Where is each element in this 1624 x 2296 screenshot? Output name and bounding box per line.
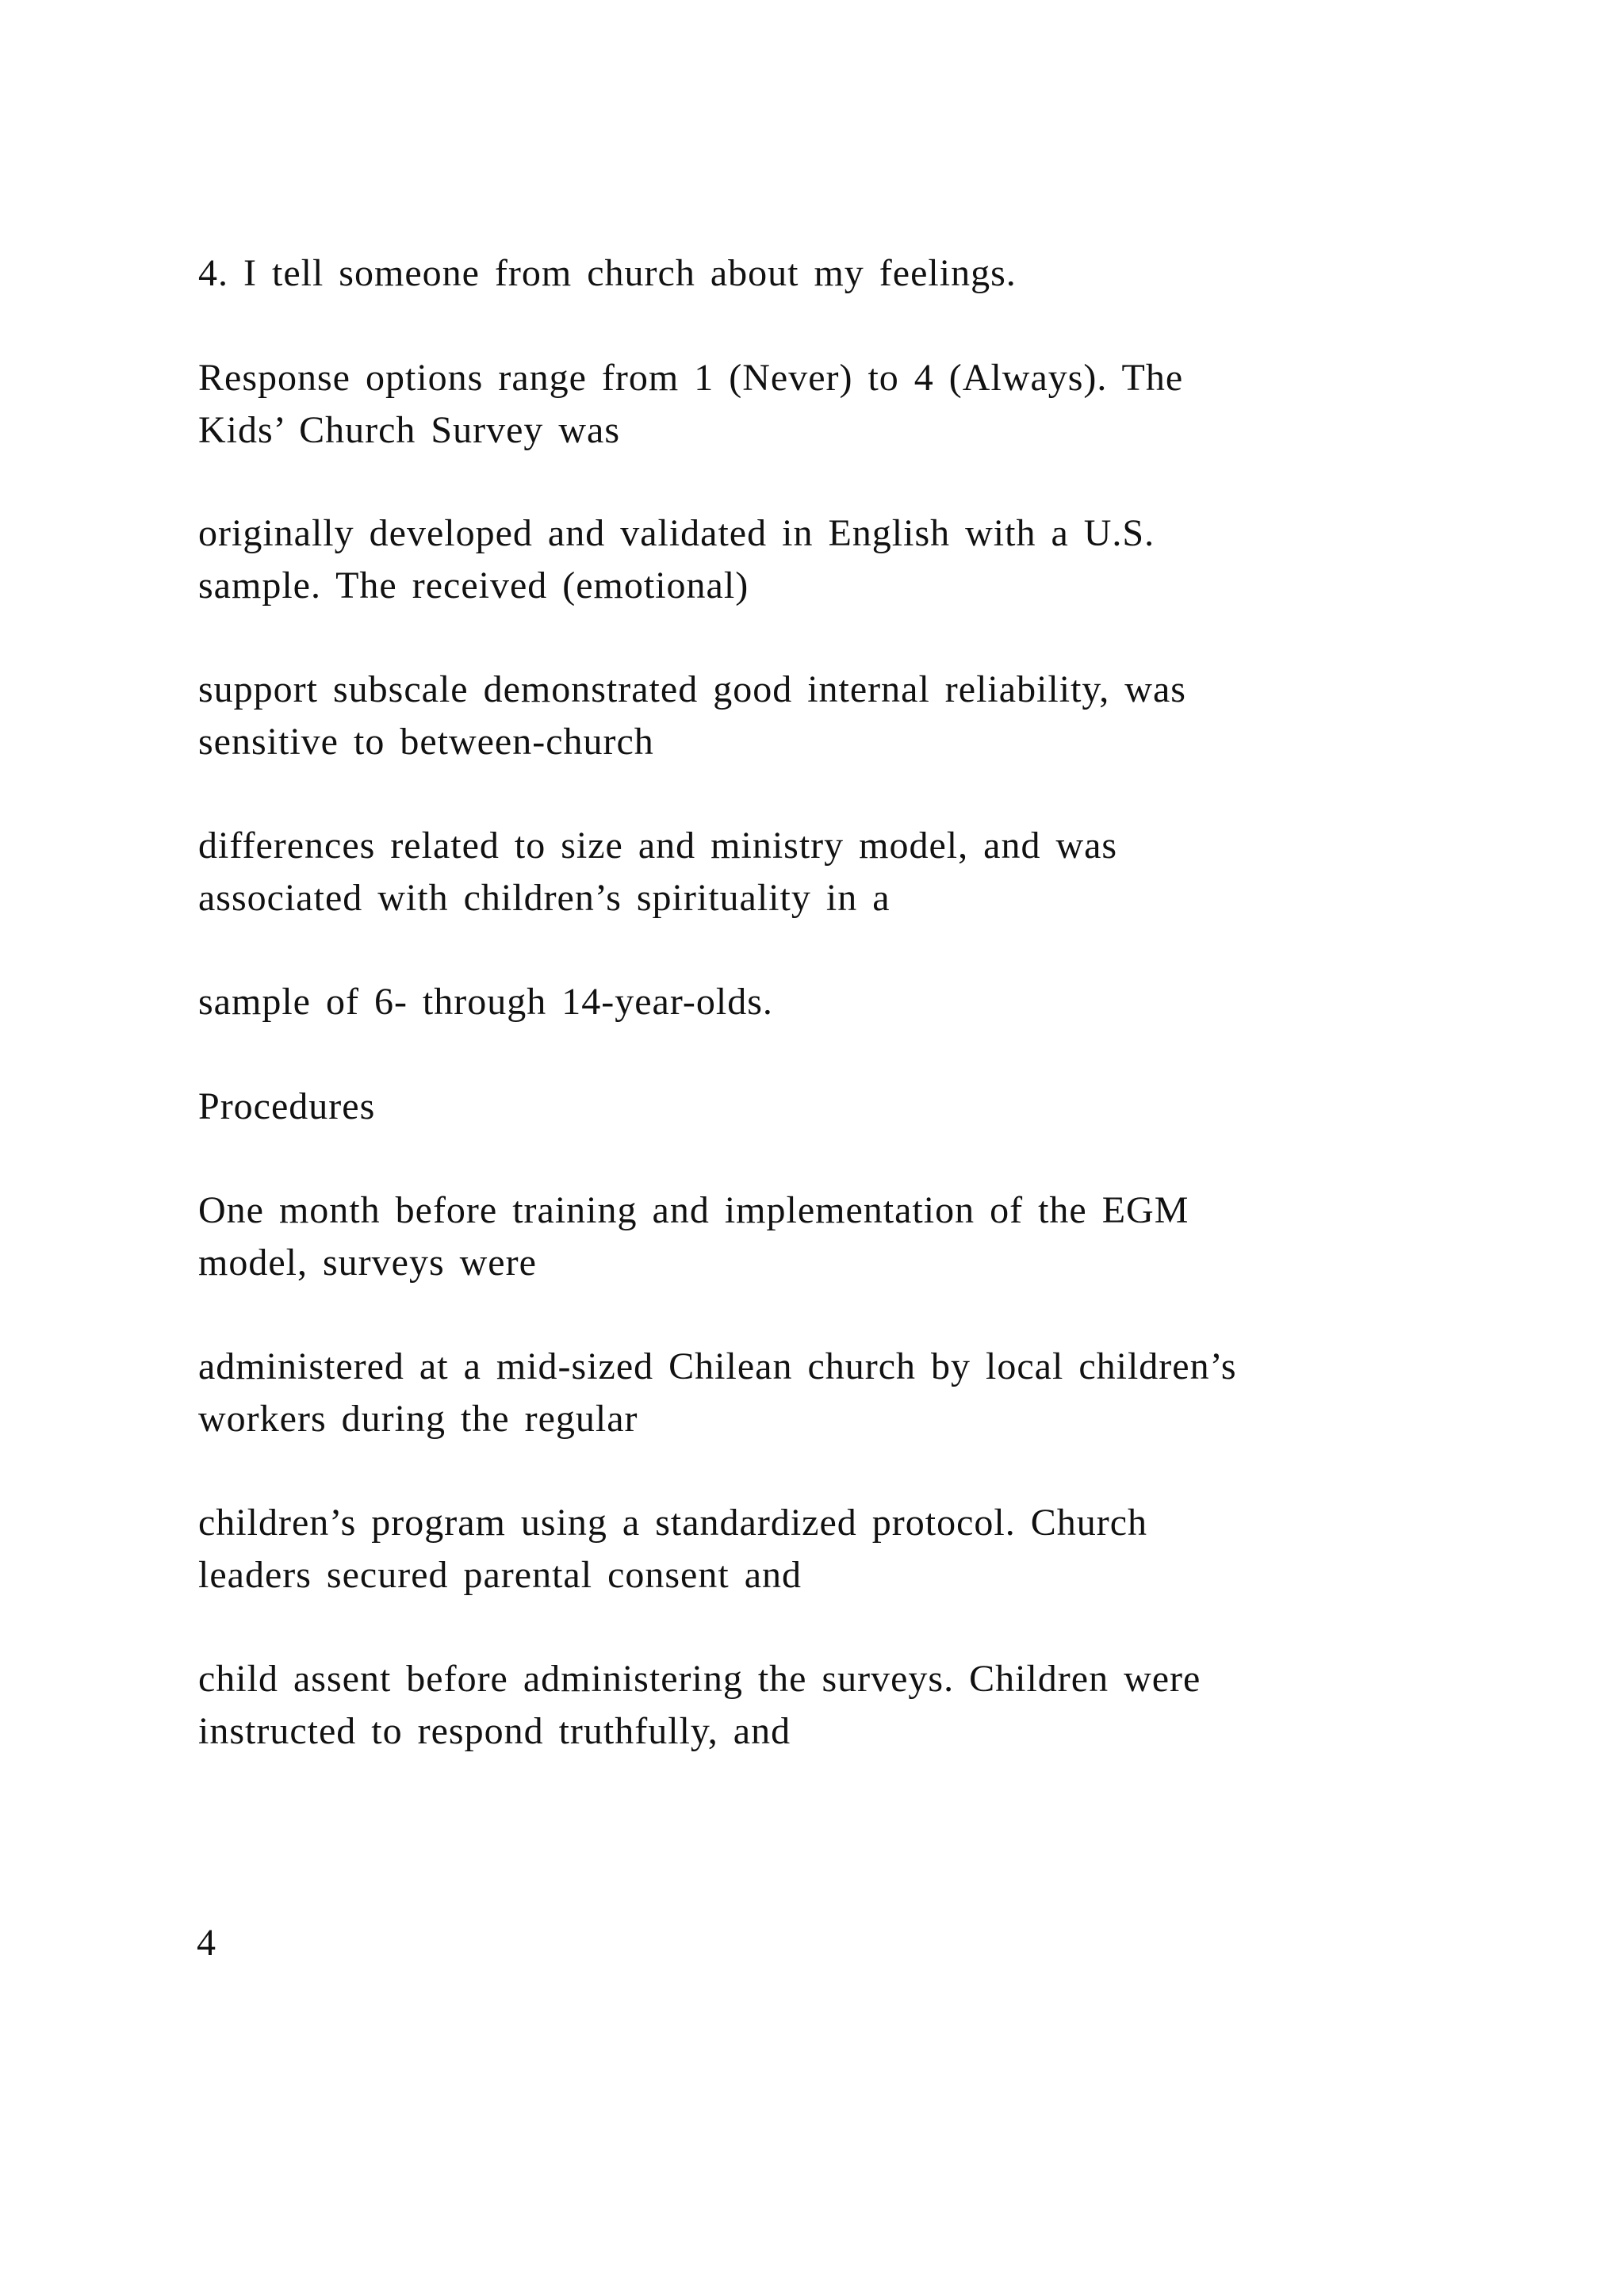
text-line: Response options range from 1 (Never) to 4 (Always). The [198, 357, 1184, 399]
text-line: workers during the regular [198, 1398, 638, 1440]
paragraph-development [198, 507, 1483, 612]
text-line: leaders secured parental consent and [198, 1554, 802, 1596]
text-line: model, surveys were [198, 1242, 537, 1284]
text-line: associated with children’s spirituality in a [198, 877, 891, 919]
text-line: sensitive to between-church [198, 721, 654, 763]
text-line: originally developed and validated in English with a U.S. [198, 512, 1155, 554]
text-line: child assent before administering the surveys. Children were [198, 1658, 1201, 1700]
text-line: sample. The received (emotional) [198, 564, 749, 607]
text-line: instructed to respond truthfully, and [198, 1710, 791, 1752]
heading-text: Procedures [198, 1085, 376, 1127]
paragraph-assent [198, 1653, 1483, 1758]
paragraph-program [198, 1497, 1483, 1601]
paragraph-differences [198, 820, 1483, 924]
page-number: 4 [197, 1922, 216, 1964]
text-line: 4. I tell someone from church about my feelings. [198, 252, 1017, 294]
text-line: administered at a mid-sized Chilean church by local children’s [198, 1345, 1237, 1387]
text-line: sample of 6- through 14-year-olds. [198, 981, 773, 1023]
list-item-survey-question-4 [198, 247, 1483, 300]
paragraph-reliability [198, 664, 1483, 768]
paragraph-one-month [198, 1184, 1483, 1289]
paragraph-response-options [198, 352, 1483, 457]
text-line: support subscale demonstrated good internal reliability, was [198, 668, 1186, 710]
text-line: Kids’ Church Survey was [198, 409, 621, 451]
text-line: children’s program using a standardized protocol. Church [198, 1502, 1148, 1544]
text-line: differences related to size and ministry model, and was [198, 825, 1118, 867]
text-line: One month before training and implementation of the EGM [198, 1189, 1189, 1231]
section-heading-procedures [198, 1081, 1483, 1133]
paragraph-sample [198, 976, 1483, 1028]
paragraph-administered [198, 1341, 1483, 1445]
